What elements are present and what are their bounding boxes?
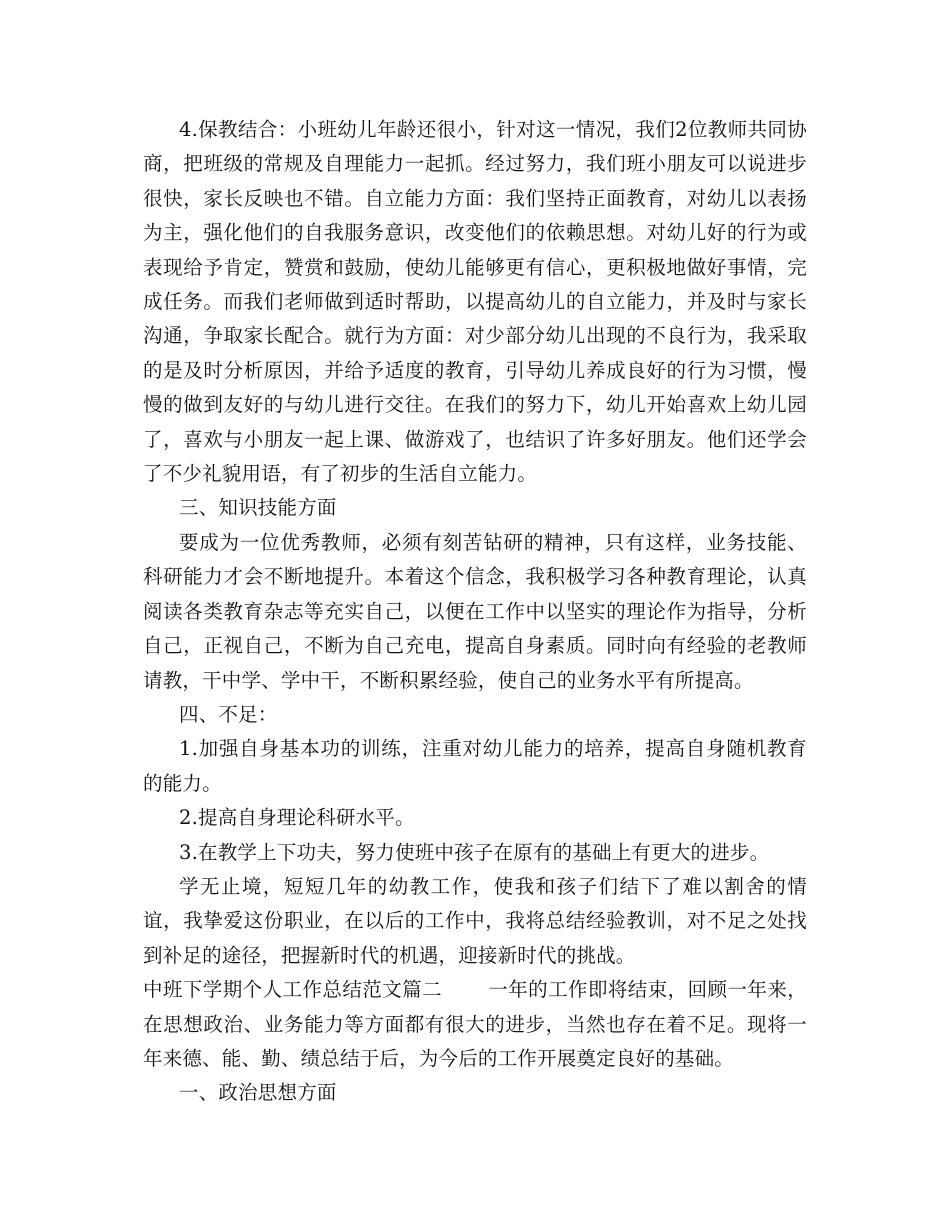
paragraph-knowledge-skills: 要成为一位优秀教师，必须有刻苦钻研的精神，只有这样，业务技能、科研能力才会不断地提升。本着这个信念，我积极学习各种教育理论，认真阅读各类教育杂志等充实自己，以便在工作中以坚实的理论作为指导，分析自己，正视自己，不断为自己充电，提高自身素质。同时向有经验的老教师请教，干中学、学中干，不断积累经验，使自己的业务水平有所提高。 (143, 530, 807, 692)
paragraph-care-education: 4.保教结合：小班幼儿年龄还很小，针对这一情况，我们2位教师共同协商，把班级的常规及自理能力一起抓。经过努力，我们班小朋友可以说进步很快，家长反映也不错。自立能力方面：我们坚持正面教育，对幼儿以表扬为主，强化他们的自我服务意识，改变他们的依赖思想。对幼儿好的行为或表现给予肯定，赞赏和鼓励，使幼儿能够更有信心，更积极地做好事情，完成任务。而我们老师做到适时帮助，以提高幼儿的自立能力，并及时与家长沟通，争取家长配合。就行为方面：对少部分幼儿出现的不良行为，我采取的是及时分析原因，并给予适度的教育，引导幼儿养成良好的行为习惯，慢慢的做到友好的与幼儿进行交往。在我们的努力下，幼儿开始喜欢上幼儿园了，喜欢与小朋友一起上课、做游戏了，也结识了许多好朋友。他们还学会了不少礼貌用语，有了初步的生活自立能力。 (143, 118, 807, 486)
paragraph-conclusion: 学无止境，短短几年的幼教工作，使我和孩子们结下了难以割舍的情谊，我挚爱这份职业，在以后的工作中，我将总结经验教训，对不足之处找到补足的途径，把握新时代的机遇，迎接新时代的挑战。 (143, 874, 807, 967)
article-two-title: 中班下学期个人工作总结范文篇二 (143, 978, 443, 1002)
shortcoming-item-2: 2.提高自身理论科研水平。 (179, 806, 415, 830)
heading-knowledge-skills: 三、知识技能方面 (179, 496, 337, 520)
heading-shortcomings: 四、不足： (179, 702, 278, 726)
paragraph-year-review: 一年的工作即将结束，回顾一年来，在思想政治、业务能力等方面都有很大的进步，当然也存在着不足。现将一年来德、能、勤、绩总结于后，为今后的工作开展奠定良好的基础。 (143, 978, 807, 1070)
heading-political-thought: 一、政治思想方面 (179, 1081, 337, 1105)
shortcoming-item-3: 3.在教学上下功夫，努力使班中孩子在原有的基础上有更大的进步。 (179, 840, 770, 864)
section-two-paragraph (143, 973, 807, 1076)
document-body (143, 113, 807, 1111)
shortcoming-item-1: 1.加强自身基本功的训练，注重对幼儿能力的培养，提高自身随机教育的能力。 (143, 737, 807, 795)
